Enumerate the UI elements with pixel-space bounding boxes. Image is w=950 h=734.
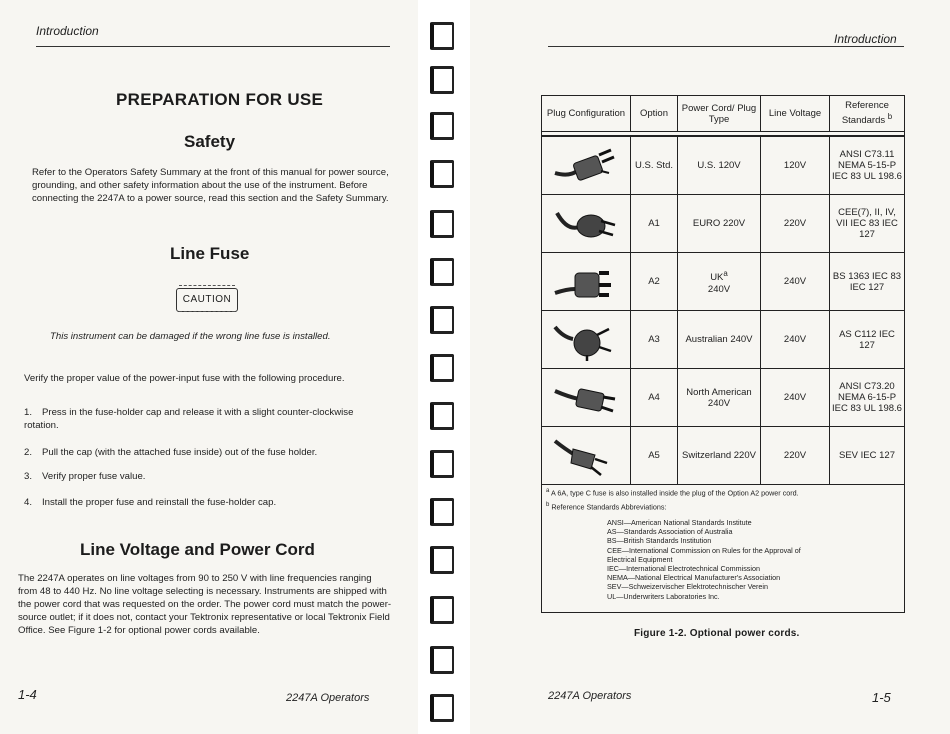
binding-ring [430,646,454,674]
abbreviation-item: BS—British Standards Institution [607,536,712,546]
abbreviation-item: NEMA—National Electrical Manufacturer's Association [607,573,781,583]
table-row [542,427,905,485]
binding-ring [430,354,454,382]
left-header-rule [36,46,390,47]
spiral-binding [418,0,470,734]
voltage-cell: 240V [761,369,830,427]
binding-ring [430,66,454,94]
col-header-voltage: Line Voltage [761,96,830,132]
step-number: 2. [24,447,33,458]
voltage-cell: 220V [761,195,830,253]
cord-cell: U.S. 120V [678,136,761,195]
left-running-head: Introduction [36,24,99,38]
option-cell: A1 [631,195,678,253]
cord-text: UK [710,272,724,284]
abbreviation-item: UL—Underwriters Laboratories Inc. [607,591,720,601]
table-row [542,195,905,253]
euro-plug-icon [551,201,621,247]
binding-ring [430,546,454,574]
fuse-step-4 [24,496,386,509]
abbreviation-item: Electrical Equipment [607,554,673,564]
abbreviation-item: ANSI—American National Standards Institute [607,518,752,527]
col-header-plug: Plug Configuration [542,96,631,132]
plug-cell [542,136,631,195]
footnote-a-mark: a [546,488,550,494]
left-folio: 1-4 [18,687,37,702]
caution-badge: CAUTION [176,288,238,312]
right-footer: 2247A Operators [548,690,632,702]
option-cell: A2 [631,253,678,311]
right-header-rule [548,46,904,47]
step-number: 4. [24,497,33,508]
cord-cell [678,253,761,311]
reference-cell: AS C112 IEC 127 [830,311,905,369]
col-header-reference [830,96,905,132]
safety-heading: Safety [184,132,236,151]
footnote-b-mark: b [546,502,550,508]
binding-ring [430,160,454,188]
option-cell: A3 [631,311,678,369]
line-voltage-paragraph: The 2247A operates on line voltages from 90 to 250 V with line frequencies ranging from 48 to 440 Hz. No line voltage selecting is necessary. Instruments are shipped with the power cord that was requested on the order. The power cord must match the power-source outlet; if it does not, contact your Tektronix representative or local Tektronix Field Office. See Figure 1-2 for optional power cords available. [18,573,392,636]
col-header-cord: Power Cord/ Plug Type [678,96,761,132]
fuse-step-3 [24,470,386,483]
plug-cell [542,369,631,427]
table-row [542,253,905,311]
option-cell: U.S. Std. [631,136,678,195]
binding-ring [430,694,454,722]
north-american-plug-icon [551,375,621,421]
reference-cell: CEE(7), II, IV, VII IEC 83 IEC 127 [830,195,905,253]
fuse-intro: Verify the proper value of the power-input fuse with the following procedure. [24,373,345,384]
abbreviation-item: IEC—International Electrotechnical Commission [607,564,760,574]
option-cell: A4 [631,369,678,427]
binding-ring [430,596,454,624]
reference-header-sup: b [887,112,893,122]
step-text: Press in the fuse-holder cap and release it with a slight counter-clockwise rotation. [24,407,354,431]
us-plug-icon [551,143,621,189]
binding-ring [430,306,454,334]
cord-sup: a [723,269,728,279]
uk-plug-icon [551,259,621,305]
binding-ring [430,22,454,50]
page-title: PREPARATION FOR USE [116,90,324,109]
cord-cell: Australian 240V [678,311,761,369]
line-voltage-heading: Line Voltage and Power Cord [80,540,315,559]
step-text: Verify proper fuse value. [42,471,146,482]
option-cell: A5 [631,427,678,485]
abbreviation-item: AS—Standards Association of Australia [607,527,733,537]
voltage-cell: 220V [761,427,830,485]
step-number: 3. [24,471,33,482]
figure-caption: Figure 1-2. Optional power cords. [634,628,800,639]
binding-ring [430,498,454,526]
binding-ring [430,450,454,478]
col-header-option: Option [631,96,678,132]
table-row [542,311,905,369]
australian-plug-icon [551,317,621,363]
fuse-step-1 [24,406,386,432]
plug-cell [542,427,631,485]
fuse-step-2 [24,446,386,459]
reference-cell: BS 1363 IEC 83 IEC 127 [830,253,905,311]
plug-cell [542,311,631,369]
cord-cell: Switzerland 220V [678,427,761,485]
reference-cell: ANSI C73.20 NEMA 6-15-P IEC 83 UL 198.6 [830,369,905,427]
cord-cell: EURO 220V [678,195,761,253]
binding-ring [430,112,454,140]
footnote-a [546,488,799,497]
step-number: 1. [24,407,33,418]
binding-ring [430,402,454,430]
footnote-b [546,502,666,511]
swiss-plug-icon [551,433,621,479]
table-row [542,136,905,195]
footnote-b-text: Reference Standards Abbreviations: [551,502,667,512]
abbreviation-list [607,518,801,601]
table-row [542,369,905,427]
power-cord-table [541,95,905,485]
cord-cell: North American 240V [678,369,761,427]
voltage-cell: 240V [761,253,830,311]
reference-header-text: Reference Standards [841,100,889,127]
cord-line2: 240V [707,283,731,295]
reference-cell: SEV IEC 127 [830,427,905,485]
voltage-cell: 240V [761,311,830,369]
binding-ring [430,258,454,286]
right-running-head: Introduction [834,32,897,46]
line-fuse-heading: Line Fuse [170,244,250,263]
plug-cell [542,195,631,253]
step-text: Pull the cap (with the attached fuse inside) out of the fuse holder. [42,447,318,458]
left-page [0,0,418,734]
caution-text: This instrument can be damaged if the wrong line fuse is installed. [50,331,331,342]
reference-cell: ANSI C73.11 NEMA 5-15-P IEC 83 UL 198.6 [830,136,905,195]
binding-ring [430,210,454,238]
voltage-cell: 120V [761,136,830,195]
footnote-a-text: A 6A, type C fuse is also installed inside the plug of the Option A2 power cord. [550,488,799,498]
abbreviation-item: SEV—Schweizervischer Elektrotechnischer Verein [607,582,768,592]
abbreviation-item: CEE—International Commission on Rules for the Approval of [607,545,801,555]
left-footer: 2247A Operators [286,692,370,704]
safety-paragraph: Refer to the Operators Safety Summary at the front of this manual for power source, grounding, and other safety information about the use of the instrument. Before connecting the 2247A to a power source, read this section and the Safety Summary. [32,167,389,204]
table-header-row [542,96,905,132]
step-text: Install the proper fuse and reinstall the fuse-holder cap. [42,497,277,508]
plug-cell [542,253,631,311]
right-folio: 1-5 [872,690,891,705]
